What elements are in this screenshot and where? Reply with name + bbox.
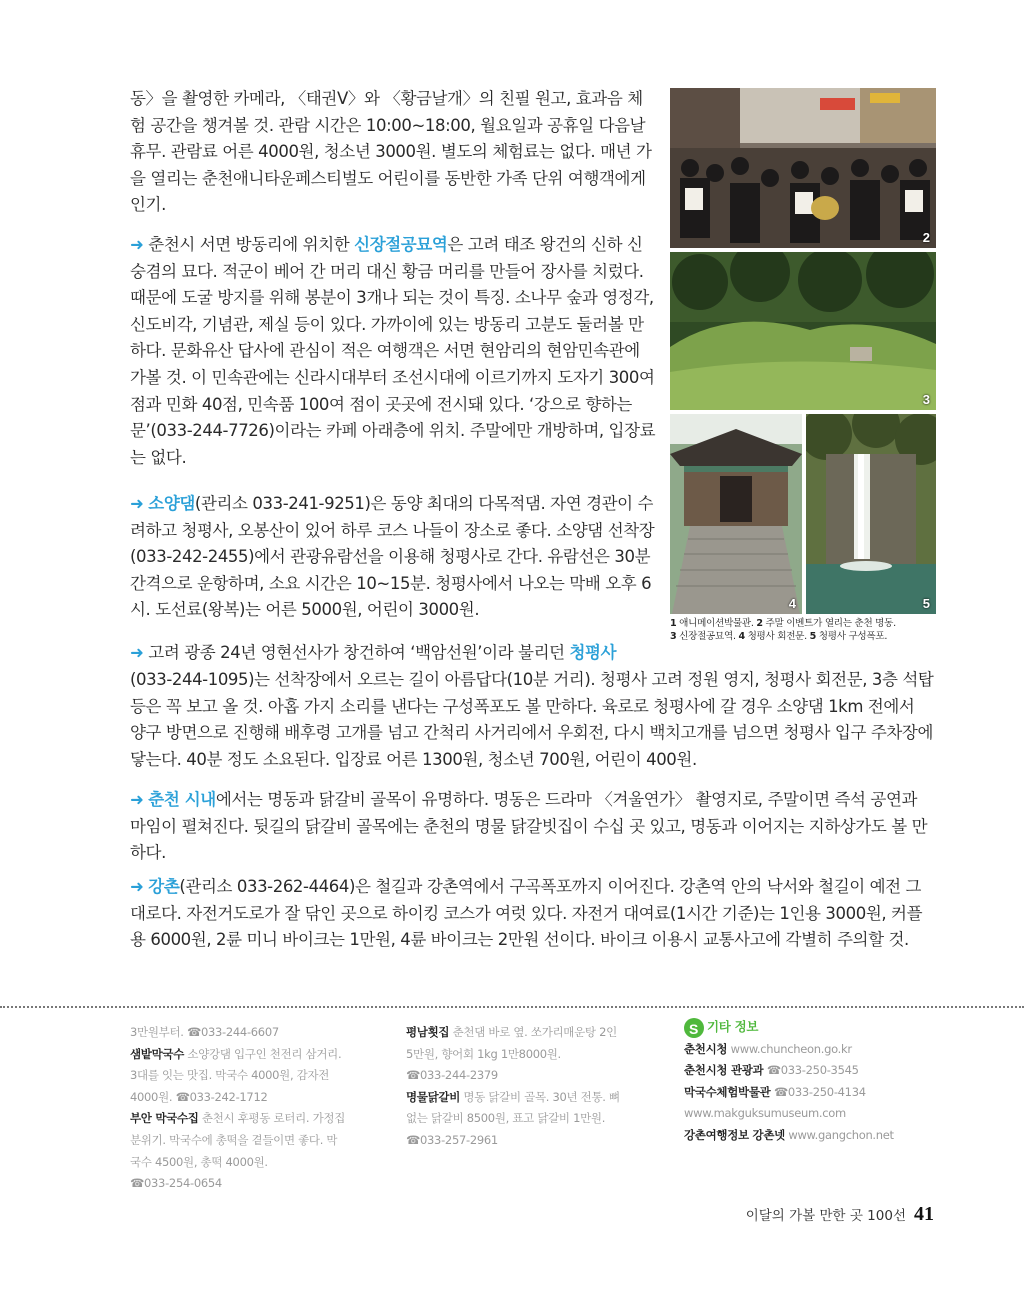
footer-label: 이달의 가볼 만한 곳 100선 [745,1208,906,1224]
photo-3-image [670,252,936,410]
paragraph-cheongpyeongsa-head: ➜ 고려 광종 24년 영현선사가 창건하여 ‘백암선원’이라 불리던 청평사 [130,643,617,662]
restaurant-name: 명물닭갈비 [406,1089,461,1104]
photo-4-image [670,414,802,614]
website-link[interactable]: www.makguksumuseum.com [684,1106,846,1121]
section-divider [0,1006,1024,1008]
arrow-icon: ➜ [130,643,144,662]
other-info-title: 기타 정보 [707,1019,759,1034]
arrow-icon: ➜ [130,235,144,254]
highlight-place: 강촌 [148,877,180,896]
arrow-icon: ➜ [130,877,144,896]
info-badge-icon [684,1018,704,1038]
paragraph-sinjang-tomb: ➜ 춘천시 서면 방동리에 위치한 신장절공묘역은 고려 태조 왕건의 신하 신숭겸의 묘다. 적군이 베어 간 머리 대신 황금 머리를 만들어 장사를 치렀다. 때문에 도굴 방지를 위해 봉분이 3개나 되는 것이 특징. 소나무 숲과 영정각, 신도비각, 기념관, 제실 등이 있다. 가까이에 있는 방동리 고분도 둘러볼 만하다. 문화유산 답사에 관심이 적은 여행객은 서면 현암리의 현암민속관에 가볼 것. 이 민속관에는 신라시대부터 조선시대에 이르기까지 도자기 300여 점과 민화 40점, 민속품 100여 점이 곳곳에 전시돼 있다. ‘강으로 향하는 문’(033-244-7726)이라는 카페 아래층에 위치. 주말에만 개방하며, 입장료는 없다. [130,235,656,467]
paragraph-gangchon: ➜ 강촌(관리소 033-262-4464)은 철길과 강촌역에서 구곡폭포까지 이어진다. 강촌역 안의 낙서와 철길이 예전 그대로다. 자전거도로가 잘 닦인 곳으로 하이킹 코스가 여럿 있다. 자전거 대여료(1시간 기준)는 1인용 3000원, 커플용 6000원, 2륜 미니 바이크는 1만원, 4륜 바이크는 2만원 선이다. 바이크 이용시 교통사고에 각별히 주의할 것. [130,877,923,950]
photo-number: 4 [788,596,796,611]
photo-sinjang-tomb [670,252,936,410]
photo-number: 5 [922,596,930,611]
photo-guseong-waterfall [806,414,936,614]
highlight-place: 신장절공묘역 [354,235,448,254]
info-column-3: S기타 정보 춘천시청 www.chuncheon.go.kr 춘천시청 관광과 ☎033-250-3545 막국수체험박물관 ☎033-250-4134 www.makguksumuseum.com 강촌여행정보 강촌넷 www.gangchon.net [684,1016,934,1147]
arrow-icon: ➜ [130,494,144,513]
paragraph-chuncheon-downtown: ➜ 춘천 시내에서는 명동과 닭갈비 골목이 유명하다. 명동은 드라마 〈겨울연가〉 촬영지로, 주말이면 즉석 공연과 마임이 펼쳐진다. 뒷길의 닭갈비 골목에는 춘천의 명물 닭갈빗집이 수십 곳 있고, 명동과 이어지는 지하상가도 볼 만하다. [130,790,928,863]
photo-number: 3 [922,392,930,407]
restaurant-name: 부안 막국수집 [130,1111,199,1126]
paragraph-cheongpyeongsa: (033-244-1095)는 선착장에서 오르는 길이 아름답다(10분 거리). 청평사 고려 정원 영지, 청평사 회전문, 3층 석탑 등은 꼭 보고 올 것. 아홉 가지 소리를 낸다는 구성폭포도 볼 만하다. 육로로 청평사에 갈 경우 소양댐 1km 전에서 양구 방면으로 진행해 배후령 고개를 넘고 간척리 사거리에서 우회전, 다시 백치고개를 넘으면 청평사 입구 주차장에 닿는다. 40분 정도 소요된다. 입장료 어른 1300원, 청소년 700원, 어린이 400원. [130,670,934,769]
page-footer [746,1203,934,1226]
photo-number: 2 [922,230,930,245]
info-column-1: 3만원부터. ☎033-244-6607 샘밭막국수 소양강댐 입구인 천전리 삼거리. 3대를 잇는 맛집. 막국수 4000원, 감자전 4000원. ☎033-242-1712 부안 막국수집 춘천시 후평동 로터리. 가정집 분위기. 막국수에 총떡을 곁들이면 좋다. 막 국수 4500원, 총떡 4000원. ☎033-254-0654 [130,1025,346,1191]
photo-cheongpyeongsa-gate [670,414,802,614]
arrow-icon: ➜ [130,790,144,809]
highlight-place: 청평사 [569,643,617,662]
photo-5-image [806,414,936,614]
website-link[interactable]: www.gangchon.net [784,1127,894,1142]
info-column-2: 평남횟집 춘천댐 바로 옆. 쏘가리매운탕 2인 5만원, 향어회 1kg 1만8000원. ☎033-244-2379 명물닭갈비 명동 닭갈비 골목. 30년 전통. 뼈 없는 닭갈비 8500원, 표고 닭갈비 1만원. ☎033-257-2961 [406,1025,620,1147]
restaurant-name: 샘밭막국수 [130,1046,185,1061]
photo-myeongdong-concert [670,88,936,248]
highlight-place: 소양댐 [148,494,195,513]
restaurant-name: 평남횟집 [406,1025,450,1039]
photo-2-image [670,88,936,248]
photo-caption: 1 애니메이션박물관. 2 주말 이벤트가 열리는 춘천 명동. 3 신장절공묘역. 4 청평사 회전문. 5 청평사 구성폭포. [670,618,896,642]
website-link[interactable]: www.chuncheon.go.kr [727,1041,852,1056]
paragraph-museum: 동〉을 촬영한 카메라, 〈태권V〉와 〈황금날개〉의 친필 원고, 효과음 체험 공간을 챙겨볼 것. 관람 시간은 10:00~18:00, 월요일과 공휴일 다음날 휴무. 관람료 어른 4000원, 청소년 3000원. 별도의 체험료는 없다. 매년 가을 열리는 춘천애니타운페스티벌도 어린이를 동반한 가족 단위 여행객에게 인기. [130,89,652,215]
highlight-place: 춘천 시내 [148,790,216,809]
page-number: 41 [914,1203,934,1225]
paragraph-soyang-dam: ➜ 소양댐(관리소 033-241-9251)은 동양 최대의 다목적댐. 자연 경관이 수려하고 청평사, 오봉산이 있어 하루 코스 나들이 장소로 좋다. 소양댐 선착장(033-242-2455)에서 관광유람선을 이용해 청평사로 간다. 유람선은 30분 간격으로 운항하며, 소요 시간은 10~15분. 청평사에서 나오는 막배 오후 6시. 도선료(왕복)는 어른 5000원, 어린이 3000원. [130,494,655,620]
